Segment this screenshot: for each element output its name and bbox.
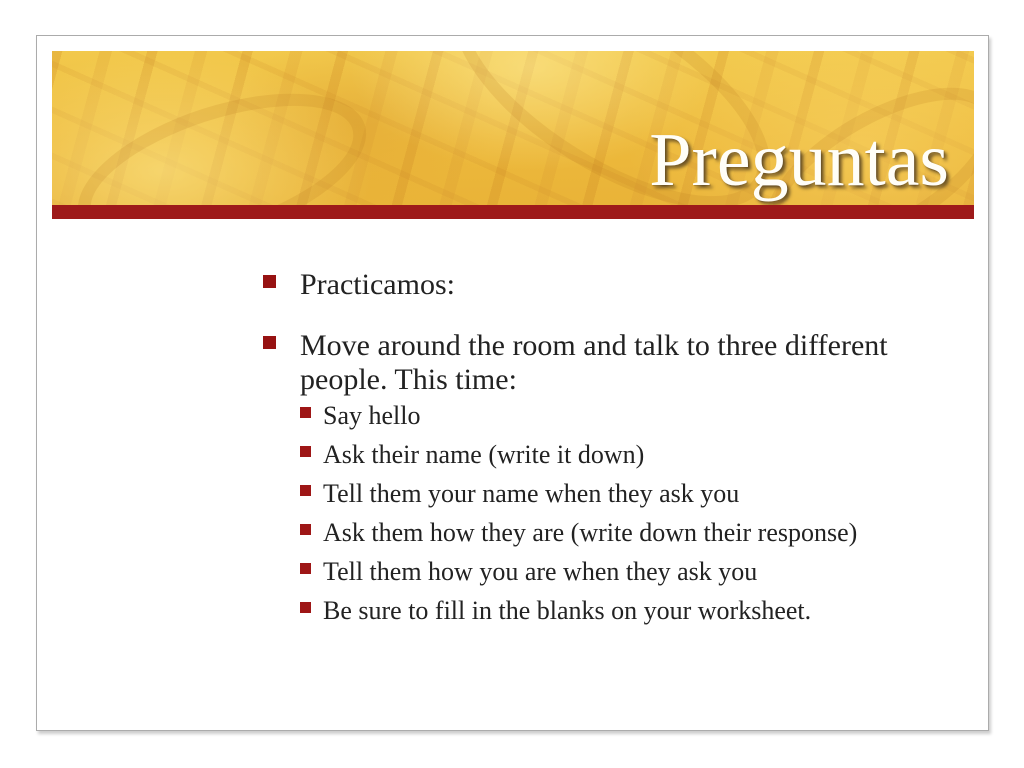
slide-body [263, 268, 923, 635]
list-item [263, 557, 923, 586]
bullet-text: Practicamos: [300, 268, 455, 301]
square-bullet-icon [263, 275, 276, 288]
square-bullet-icon [300, 563, 311, 574]
slide-title: Preguntas [649, 118, 949, 203]
list-item [263, 518, 923, 547]
list-item [263, 596, 923, 625]
square-bullet-icon [300, 446, 311, 457]
square-bullet-icon [300, 485, 311, 496]
bullet-list [263, 268, 923, 625]
banner-texture-flourish [59, 63, 384, 205]
slide-title-banner [52, 51, 974, 205]
square-bullet-icon [300, 524, 311, 535]
list-item [263, 440, 923, 469]
slide [36, 35, 989, 731]
list-item [263, 268, 923, 302]
list-item [263, 401, 923, 430]
bullet-text: Ask them how they are (write down their response) [323, 518, 858, 547]
title-divider-bar [52, 205, 974, 219]
list-item [263, 329, 923, 397]
bullet-text: Say hello [323, 401, 421, 430]
square-bullet-icon [300, 407, 311, 418]
list-item [263, 479, 923, 508]
square-bullet-icon [263, 336, 276, 349]
bullet-text: Move around the room and talk to three different people. This time: [300, 329, 888, 396]
bullet-text: Ask their name (write it down) [323, 440, 645, 469]
bullet-text: Tell them how you are when they ask you [323, 557, 758, 586]
bullet-text: Tell them your name when they ask you [323, 479, 740, 508]
square-bullet-icon [300, 602, 311, 613]
bullet-text: Be sure to fill in the blanks on your worksheet. [323, 596, 812, 625]
